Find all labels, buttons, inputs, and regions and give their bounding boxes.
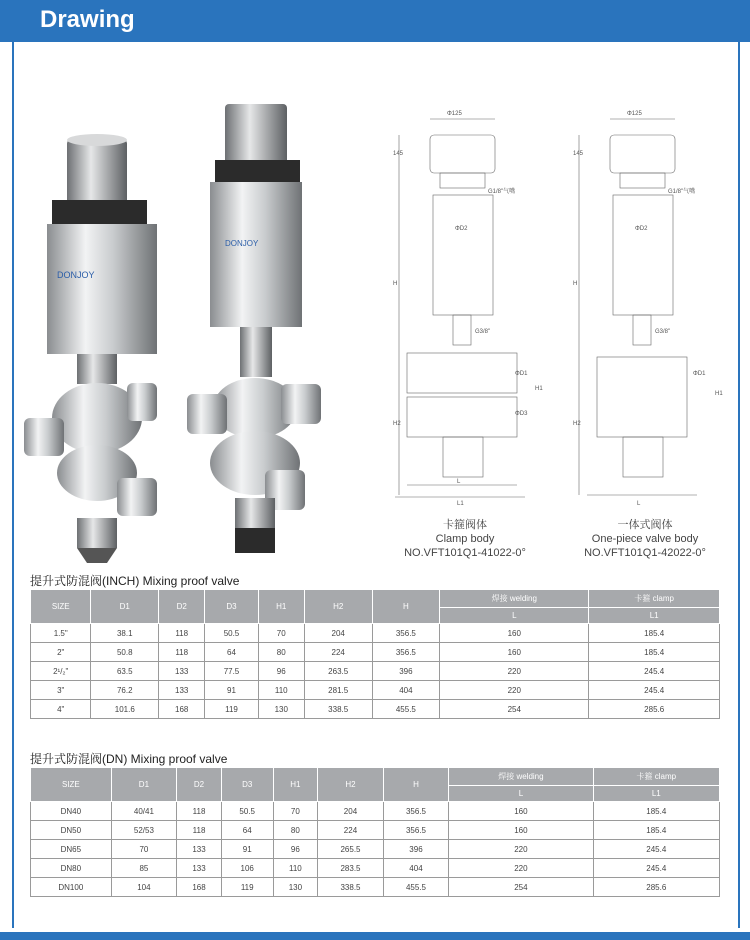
- caption-number: NO.VFT101Q1-41022-0°: [404, 547, 526, 559]
- table-cell: 185.4: [593, 802, 719, 821]
- table-cell: 80: [258, 643, 304, 662]
- table-cell: 3": [31, 681, 91, 700]
- header-d2: D2: [159, 590, 205, 624]
- table-cell: 119: [221, 878, 273, 897]
- dim-phi125: Φ125: [447, 111, 462, 117]
- table-cell: 185.4: [593, 821, 719, 840]
- table-cell: 96: [273, 840, 318, 859]
- table-cell: 133: [159, 662, 205, 681]
- table-cell: 2": [31, 643, 91, 662]
- table-cell: 118: [159, 624, 205, 643]
- table-cell: 185.4: [589, 643, 720, 662]
- brand-logo: DONJOY: [57, 270, 95, 280]
- table-cell: 118: [159, 643, 205, 662]
- table-cell: 220: [449, 840, 593, 859]
- drawing-clamp-body: [385, 105, 545, 515]
- table-cell: 263.5: [304, 662, 372, 681]
- dim-g38: G3/8": [655, 329, 671, 335]
- dim-h2: H2: [393, 421, 401, 427]
- table-row: [31, 859, 720, 878]
- table-inch-title: 提升式防混阀(INCH) Mixing proof valve: [30, 574, 240, 588]
- header-welding: 焊接 welding: [440, 590, 589, 608]
- table-cell: 63.5: [91, 662, 159, 681]
- header-h: H: [383, 768, 449, 802]
- dim-phid3: ΦD3: [515, 411, 528, 417]
- table-cell: 356.5: [383, 821, 449, 840]
- dim-g38: G3/8": [475, 329, 491, 335]
- table-cell: 224: [304, 643, 372, 662]
- table-cell: 110: [258, 681, 304, 700]
- header-d1: D1: [91, 590, 159, 624]
- dim-phid2: ΦD2: [455, 226, 468, 232]
- header-h1: H1: [273, 768, 318, 802]
- table-row: [31, 802, 720, 821]
- dim-g18: G1/8"气嘴: [668, 189, 696, 195]
- header-h1: H1: [258, 590, 304, 624]
- table-cell: 245.4: [589, 681, 720, 700]
- table-row: [31, 878, 720, 897]
- page-title: Drawing: [40, 6, 135, 33]
- table-cell: 396: [383, 840, 449, 859]
- table-cell: 356.5: [383, 802, 449, 821]
- table-cell: 168: [159, 700, 205, 719]
- table-dn-title: 提升式防混阀(DN) Mixing proof valve: [30, 752, 228, 766]
- dim-h: H: [573, 281, 578, 287]
- dim-g18: G1/8"气嘴: [488, 189, 516, 195]
- table-cell: 2¹/₂": [31, 662, 91, 681]
- table-cell: 85: [111, 859, 177, 878]
- table-cell: 76.2: [91, 681, 159, 700]
- table-cell: 118: [177, 821, 222, 840]
- dim-h145: 145: [393, 151, 404, 157]
- caption-en: Clamp body: [435, 533, 495, 545]
- header-l: L: [449, 786, 593, 802]
- table-cell: 4": [31, 700, 91, 719]
- valve-photo-left: [22, 128, 162, 568]
- table-cell: DN50: [31, 821, 112, 840]
- table-cell: 285.6: [593, 878, 719, 897]
- table-cell: 283.5: [318, 859, 384, 878]
- dim-h1: H1: [715, 391, 723, 397]
- drawing-one-piece-body: [565, 105, 725, 515]
- table-cell: 64: [205, 643, 258, 662]
- table-cell: 160: [440, 643, 589, 662]
- table-row: [31, 700, 720, 719]
- dim-h2: H2: [573, 421, 581, 427]
- table-cell: 245.4: [593, 840, 719, 859]
- table-cell: 91: [221, 840, 273, 859]
- table-dn-body: [31, 802, 720, 897]
- table-cell: 338.5: [304, 700, 372, 719]
- header-l: L: [440, 608, 589, 624]
- table-cell: 70: [273, 802, 318, 821]
- table-cell: 404: [372, 681, 440, 700]
- table-cell: 285.6: [589, 700, 720, 719]
- bottom-bar: [0, 932, 750, 940]
- caption-en: One-piece valve body: [591, 533, 699, 545]
- table-cell: 220: [449, 859, 593, 878]
- table-row: [31, 681, 720, 700]
- table-cell: 133: [177, 859, 222, 878]
- caption-clamp-body: [385, 518, 545, 560]
- table-row: [31, 662, 720, 681]
- brand-logo: DONJOY: [225, 239, 259, 248]
- header-size: SIZE: [31, 590, 91, 624]
- table-cell: 80: [273, 821, 318, 840]
- header-clamp: 卡箍 clamp: [593, 768, 719, 786]
- table-cell: DN80: [31, 859, 112, 878]
- table-cell: 110: [273, 859, 318, 878]
- table-row: [31, 840, 720, 859]
- table-row: [31, 821, 720, 840]
- table-cell: 77.5: [205, 662, 258, 681]
- table-cell: DN65: [31, 840, 112, 859]
- dim-h1: H1: [535, 386, 543, 392]
- caption-one-piece-body: [565, 518, 725, 560]
- table-cell: 130: [273, 878, 318, 897]
- table-cell: 204: [318, 802, 384, 821]
- dim-h: H: [393, 281, 398, 287]
- table-cell: 254: [449, 878, 593, 897]
- header-d2: D2: [177, 768, 222, 802]
- header-size: SIZE: [31, 768, 112, 802]
- table-cell: 91: [205, 681, 258, 700]
- table-cell: 50.5: [221, 802, 273, 821]
- table-cell: 168: [177, 878, 222, 897]
- header-h: H: [372, 590, 440, 624]
- header-h2: H2: [304, 590, 372, 624]
- dim-l: L: [637, 501, 641, 507]
- header-d3: D3: [221, 768, 273, 802]
- table-cell: 106: [221, 859, 273, 878]
- table-cell: 204: [304, 624, 372, 643]
- dim-phid2: ΦD2: [635, 226, 648, 232]
- table-cell: 404: [383, 859, 449, 878]
- table-cell: 254: [440, 700, 589, 719]
- table-row: [31, 624, 720, 643]
- table-cell: 224: [318, 821, 384, 840]
- table-cell: 104: [111, 878, 177, 897]
- table-cell: 245.4: [589, 662, 720, 681]
- table-cell: DN100: [31, 878, 112, 897]
- table-cell: 1.5": [31, 624, 91, 643]
- dim-phid1: ΦD1: [693, 371, 706, 377]
- table-cell: 96: [258, 662, 304, 681]
- table-cell: 70: [258, 624, 304, 643]
- table-cell: 64: [221, 821, 273, 840]
- table-cell: 356.5: [372, 624, 440, 643]
- table-row: [31, 643, 720, 662]
- table-cell: 185.4: [589, 624, 720, 643]
- dim-l: L: [457, 479, 461, 485]
- table-cell: 50.5: [205, 624, 258, 643]
- header-bar: [0, 0, 750, 42]
- caption-number: NO.VFT101Q1-42022-0°: [584, 547, 706, 559]
- dim-phid1: ΦD1: [515, 371, 528, 377]
- table-cell: DN40: [31, 802, 112, 821]
- dim-h145: 145: [573, 151, 584, 157]
- header-clamp: 卡箍 clamp: [589, 590, 720, 608]
- caption-cn: 卡箍阀体: [443, 519, 487, 531]
- table-cell: 118: [177, 802, 222, 821]
- table-cell: 101.6: [91, 700, 159, 719]
- table-cell: 119: [205, 700, 258, 719]
- table-cell: 70: [111, 840, 177, 859]
- table-cell: 160: [449, 821, 593, 840]
- table-cell: 160: [440, 624, 589, 643]
- valve-photo-right: [185, 98, 345, 568]
- table-cell: 52/53: [111, 821, 177, 840]
- table-cell: 220: [440, 681, 589, 700]
- header-h2: H2: [318, 768, 384, 802]
- table-cell: 281.5: [304, 681, 372, 700]
- dim-phi125: Φ125: [627, 111, 642, 117]
- table-cell: 38.1: [91, 624, 159, 643]
- table-cell: 40/41: [111, 802, 177, 821]
- header-l1: L1: [589, 608, 720, 624]
- table-cell: 133: [177, 840, 222, 859]
- table-cell: 338.5: [318, 878, 384, 897]
- table-cell: 455.5: [383, 878, 449, 897]
- table-cell: 220: [440, 662, 589, 681]
- header-l1: L1: [593, 786, 719, 802]
- header-welding: 焊接 welding: [449, 768, 593, 786]
- table-cell: 160: [449, 802, 593, 821]
- table-cell: 50.8: [91, 643, 159, 662]
- header-d1: D1: [111, 768, 177, 802]
- header-d3: D3: [205, 590, 258, 624]
- table-cell: 245.4: [593, 859, 719, 878]
- table-inch-body: [31, 624, 720, 719]
- table-cell: 396: [372, 662, 440, 681]
- table-cell: 455.5: [372, 700, 440, 719]
- table-dn: [30, 767, 720, 897]
- table-cell: 133: [159, 681, 205, 700]
- table-cell: 356.5: [372, 643, 440, 662]
- caption-cn: 一体式阀体: [617, 519, 673, 531]
- dim-l1: L1: [457, 501, 464, 507]
- table-cell: 130: [258, 700, 304, 719]
- table-inch: [30, 589, 720, 719]
- table-cell: 265.5: [318, 840, 384, 859]
